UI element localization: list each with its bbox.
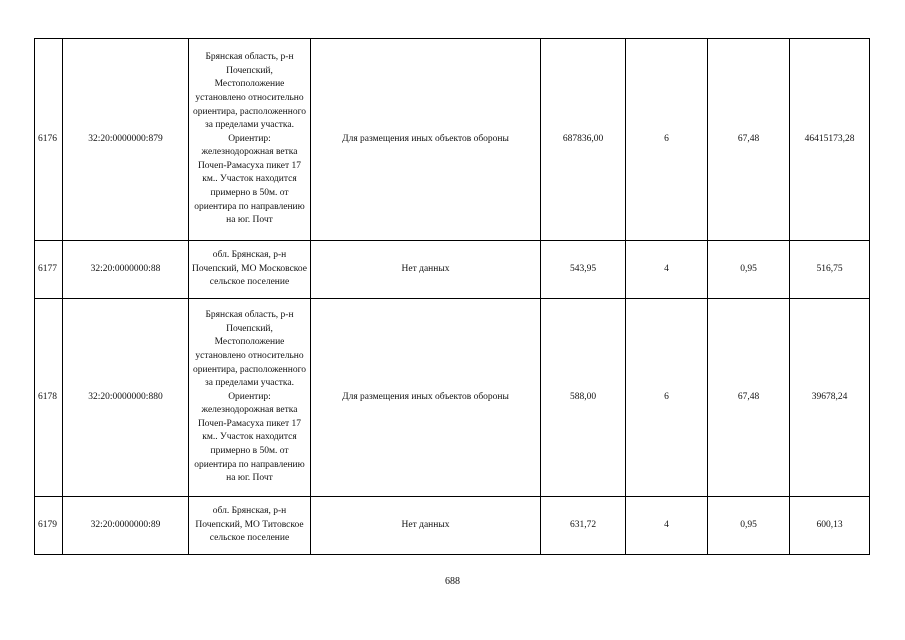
address-cell: Брянская область, р-н Почепский, Местоположение установлено относительно ориентира, расположенного за пределами участка. Ориентир: железнодорожная ветка Почеп-Рамасуха пикет 17 км.. Участок находится примерно в 50м. от ориентира по направлению на юг. Почт: [189, 299, 311, 497]
cadastral-number: 32:20:0000000:88: [63, 241, 189, 299]
row-number: 6179: [35, 497, 63, 555]
row-number: 6177: [35, 241, 63, 299]
address-cell: обл. Брянская, р-н Почепский, МО Московское сельское поселение: [189, 241, 311, 299]
area-cell: 631,72: [541, 497, 626, 555]
row-number: 6176: [35, 39, 63, 241]
purpose-cell: Для размещения иных объектов обороны: [311, 39, 541, 241]
table-row: [35, 299, 870, 497]
row-number: 6178: [35, 299, 63, 497]
group-cell: 6: [626, 299, 708, 497]
rate-cell: 0,95: [708, 241, 790, 299]
rate-cell: 67,48: [708, 299, 790, 497]
cadastral-number: 32:20:0000000:879: [63, 39, 189, 241]
rate-cell: 0,95: [708, 497, 790, 555]
value-cell: 516,75: [790, 241, 870, 299]
rate-cell: 67,48: [708, 39, 790, 241]
purpose-cell: Нет данных: [311, 241, 541, 299]
group-cell: 4: [626, 497, 708, 555]
group-cell: 4: [626, 241, 708, 299]
purpose-cell: Нет данных: [311, 497, 541, 555]
value-cell: 39678,24: [790, 299, 870, 497]
address-cell: обл. Брянская, р-н Почепский, МО Титовское сельское поселение: [189, 497, 311, 555]
area-cell: 588,00: [541, 299, 626, 497]
table-row: [35, 39, 870, 241]
value-cell: 600,13: [790, 497, 870, 555]
area-cell: 543,95: [541, 241, 626, 299]
purpose-cell: Для размещения иных объектов обороны: [311, 299, 541, 497]
value-cell: 46415173,28: [790, 39, 870, 241]
land-plots-table: [34, 38, 870, 555]
area-cell: 687836,00: [541, 39, 626, 241]
table-row: [35, 497, 870, 555]
address-cell: Брянская область, р-н Почепский, Местоположение установлено относительно ориентира, расположенного за пределами участка. Ориентир: железнодорожная ветка Почеп-Рамасуха пикет 17 км.. Участок находится примерно в 50м. от ориентира по направлению на юг. Почт: [189, 39, 311, 241]
cadastral-number: 32:20:0000000:880: [63, 299, 189, 497]
table-row: [35, 241, 870, 299]
page-number: 688: [445, 576, 460, 587]
cadastral-number: 32:20:0000000:89: [63, 497, 189, 555]
group-cell: 6: [626, 39, 708, 241]
